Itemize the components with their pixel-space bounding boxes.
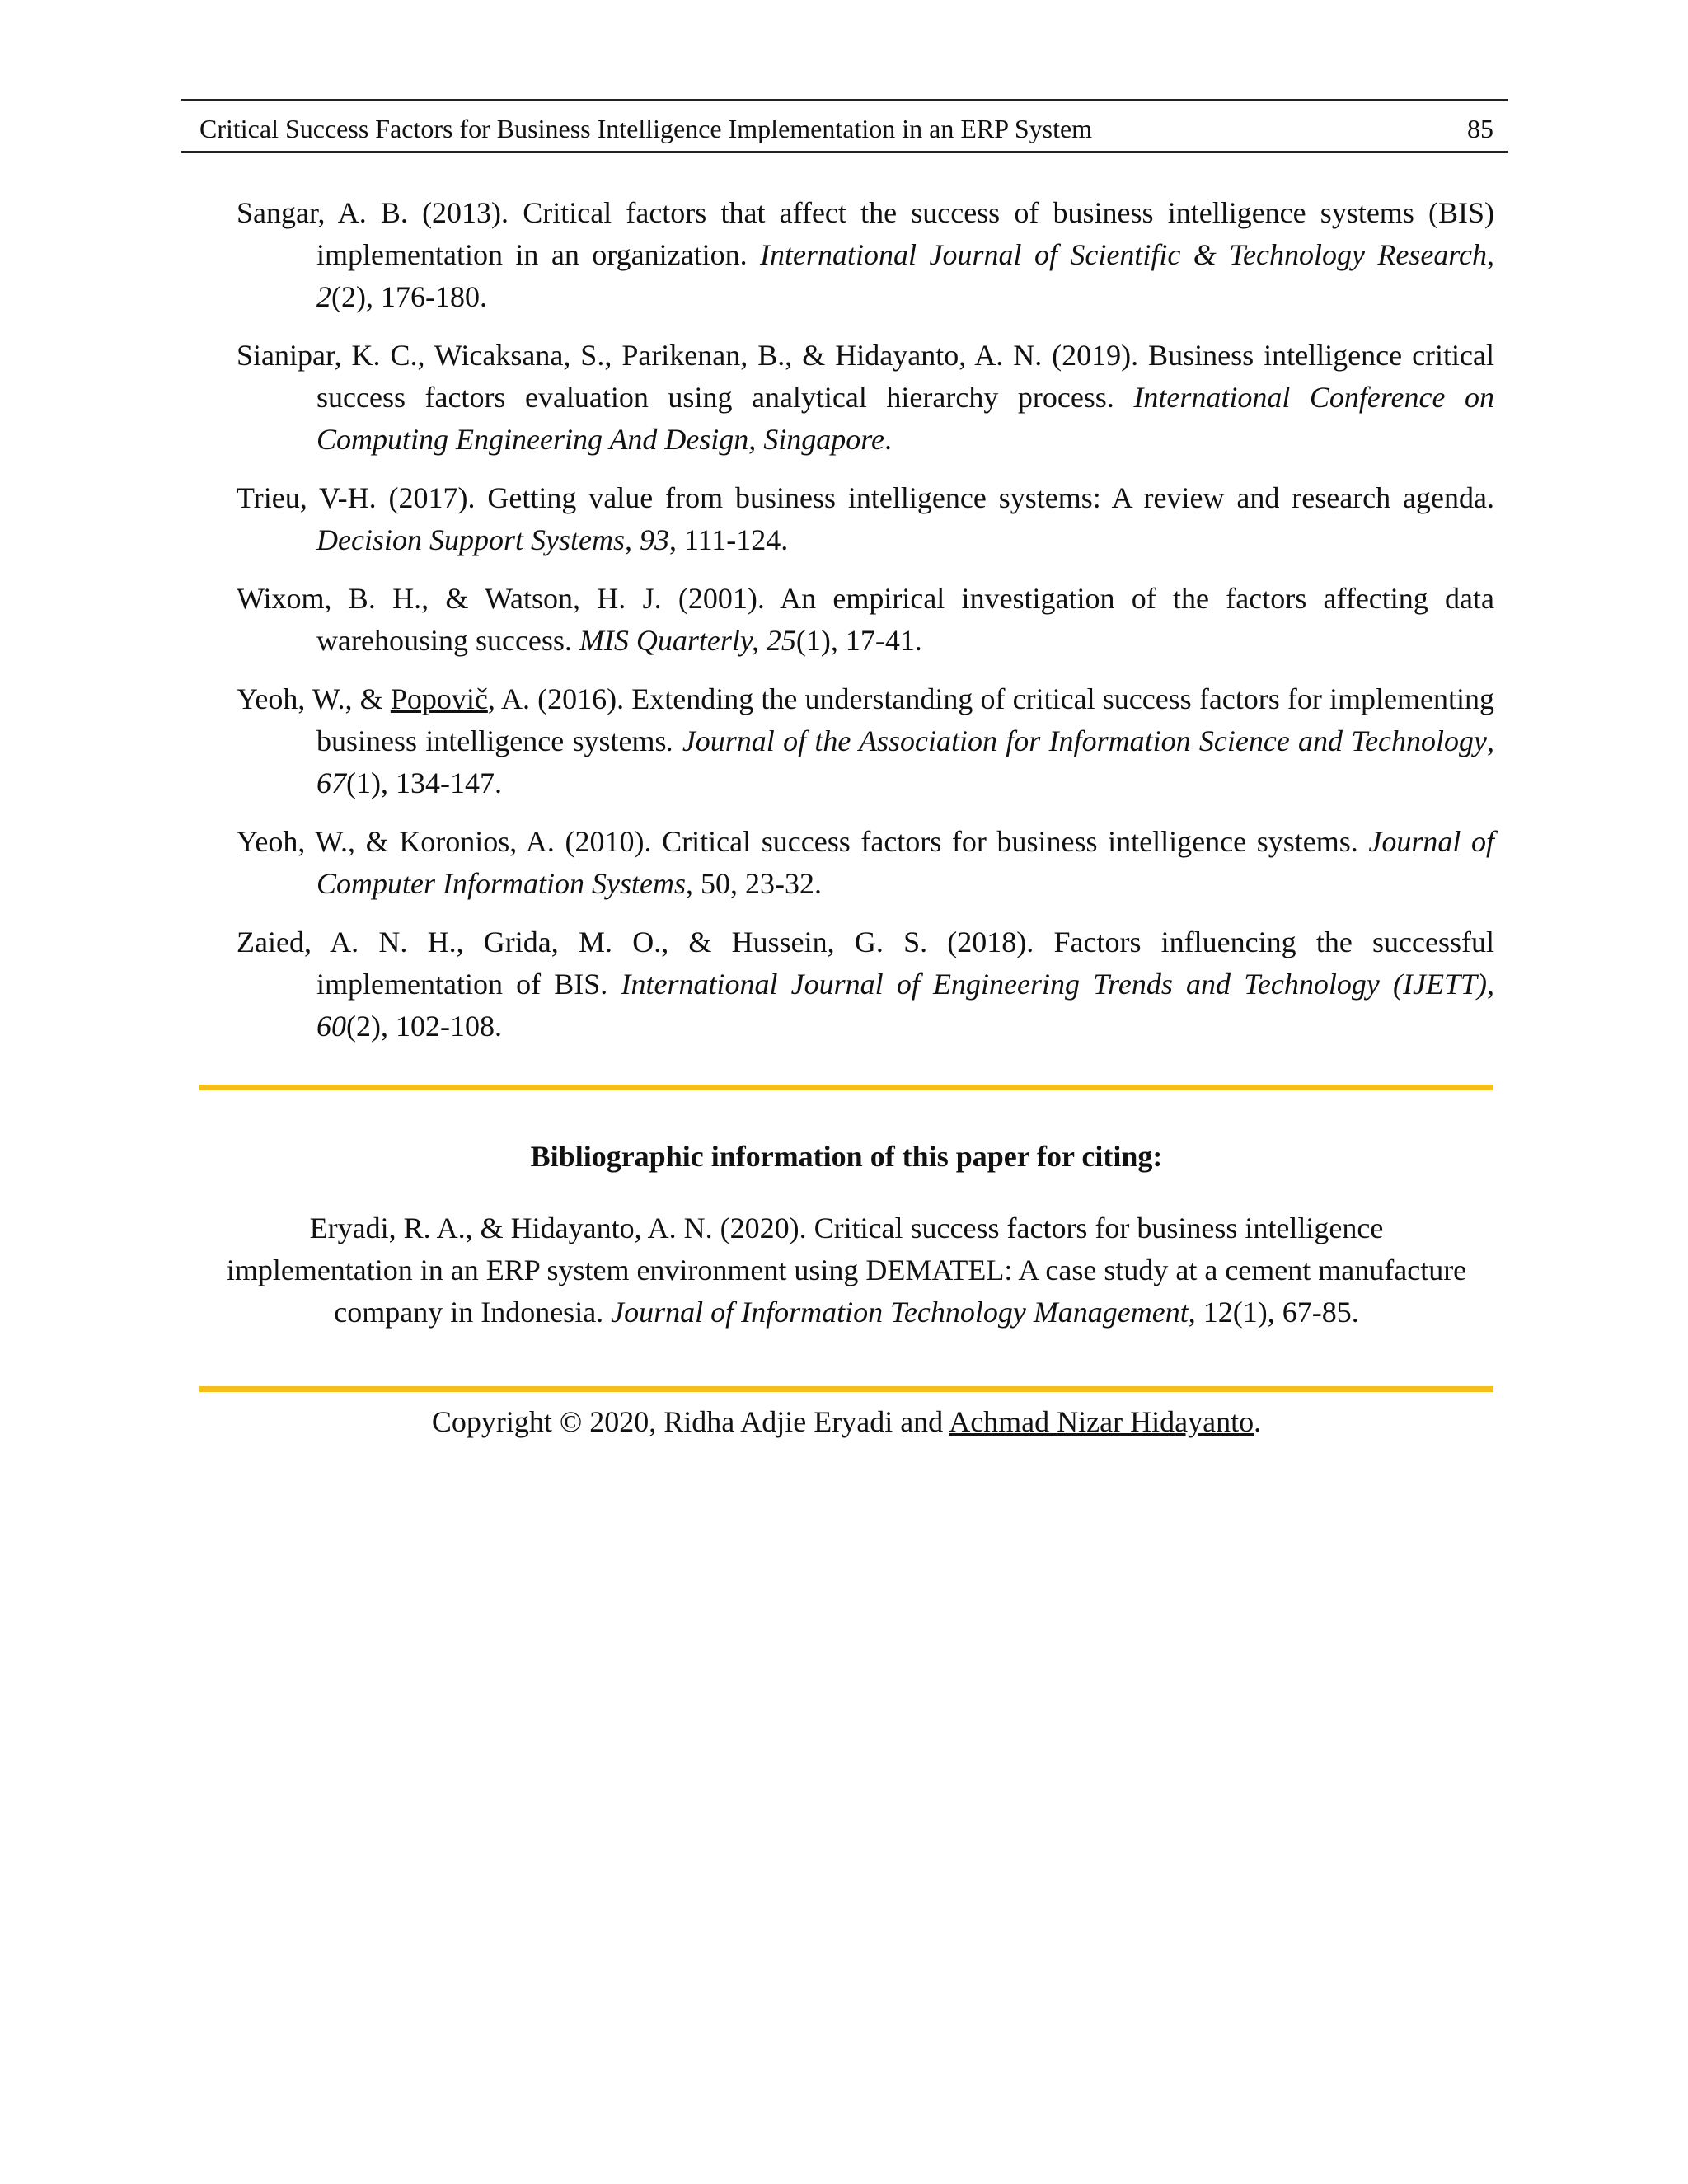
divider-rule xyxy=(199,1085,1493,1090)
reference-pages: (2), 102-108. xyxy=(346,1010,502,1043)
author-link-popovic[interactable]: Popovič xyxy=(390,682,488,715)
reference-text-continued: , A. (2016). Extending the understanding of critical success factors for implementing business intelligence systems xyxy=(316,682,1494,757)
reference-pages: , 50, 23-32. xyxy=(685,867,822,900)
reference-separator: , xyxy=(1487,968,1495,1001)
reference-text: Yeoh, W., & Koronios, A. (2010). Critical success factors for business intelligence systems. xyxy=(237,825,1369,858)
reference-separator: , xyxy=(1487,724,1495,757)
reference-journal: MIS Quarterly, 25 xyxy=(579,624,796,657)
reference-journal: International Journal of Scientific & Technology Research xyxy=(760,238,1487,271)
reference-journal: . Journal of the Association for Information Science and Technology xyxy=(666,724,1488,757)
reference-text: Sianipar, K. C., Wicaksana, S., Parikenan, B., & Hidayanto, A. N. (2019). Business intelligence critical success factors evaluation using analytical hierarchy process. xyxy=(237,339,1494,414)
citing-heading: Bibliographic information of this paper for citing: xyxy=(530,1140,1163,1173)
reference-sianipar xyxy=(237,335,1494,461)
page-number: 85 xyxy=(1467,114,1493,143)
reference-yeoh-koronios xyxy=(237,821,1494,905)
reference-text: Trieu, V-H. (2017). Getting value from business intelligence systems: A review and research agenda. xyxy=(237,481,1494,514)
citation-block xyxy=(199,1207,1493,1333)
reference-wixom xyxy=(237,578,1494,662)
reference-text: Yeoh, W., & xyxy=(237,682,391,715)
reference-zaied xyxy=(237,921,1494,1047)
divider-rule xyxy=(199,1386,1493,1392)
reference-pages: (1), 134-147. xyxy=(346,766,502,799)
reference-trieu xyxy=(237,477,1494,561)
citation-line: implementation in an ERP system environment using DEMATEL: A case study at a cement manufacture xyxy=(226,1254,1467,1286)
citation-journal: Journal of Information Technology Management xyxy=(611,1296,1189,1329)
reference-journal: International Conference on Computing Engineering And Design, Singapore xyxy=(316,381,1494,456)
citation-pages: , 12(1), 67-85. xyxy=(1188,1296,1359,1329)
reference-pages: (2), 176-180. xyxy=(331,280,487,313)
reference-volume: 2 xyxy=(316,280,331,313)
reference-volume: 60 xyxy=(316,1010,346,1043)
reference-separator: , xyxy=(1487,238,1494,271)
copyright-period: . xyxy=(1254,1405,1262,1438)
reference-pages: , 111-124. xyxy=(668,523,789,556)
citation-line: Eryadi, R. A., & Hidayanto, A. N. (2020). Critical success factors for business intelligence xyxy=(309,1212,1384,1244)
copyright-text: Copyright © 2020, Ridha Adjie Eryadi and xyxy=(431,1405,950,1438)
author-link-hidayanto[interactable]: Achmad Nizar Hidayanto xyxy=(949,1405,1254,1438)
reference-yeoh-popovic xyxy=(237,678,1494,804)
citation-line-journal xyxy=(199,1291,1493,1333)
reference-text: Zaied, A. N. H., Grida, M. O., & Hussein, G. S. (2018). Factors influencing the successful implementation of BIS. xyxy=(237,926,1494,1001)
reference-pages: (1), 17-41. xyxy=(795,624,922,657)
reference-text: Sangar, A. B. (2013). Critical factors that affect the success of business intelligence systems (BIS) implementation in an organization. xyxy=(237,196,1494,271)
reference-volume: 67 xyxy=(316,766,346,799)
reference-journal: Decision Support Systems, 93 xyxy=(316,523,669,556)
reference-pages: . xyxy=(884,423,892,456)
reference-journal: International Journal of Engineering Trends and Technology (IJETT) xyxy=(621,968,1488,1001)
reference-sangar xyxy=(237,192,1494,318)
citation-text: company in Indonesia. xyxy=(334,1296,612,1329)
reference-journal: Journal of Computer Information Systems xyxy=(316,825,1494,900)
running-header xyxy=(181,99,1508,153)
copyright-notice xyxy=(199,1403,1493,1441)
running-title: Critical Success Factors for Business Intelligence Implementation in an ERP System xyxy=(199,114,1093,143)
reference-list xyxy=(237,192,1494,1064)
reference-text: Wixom, B. H., & Watson, H. J. (2001). An empirical investigation of the factors affecting data warehousing success. xyxy=(237,582,1494,657)
